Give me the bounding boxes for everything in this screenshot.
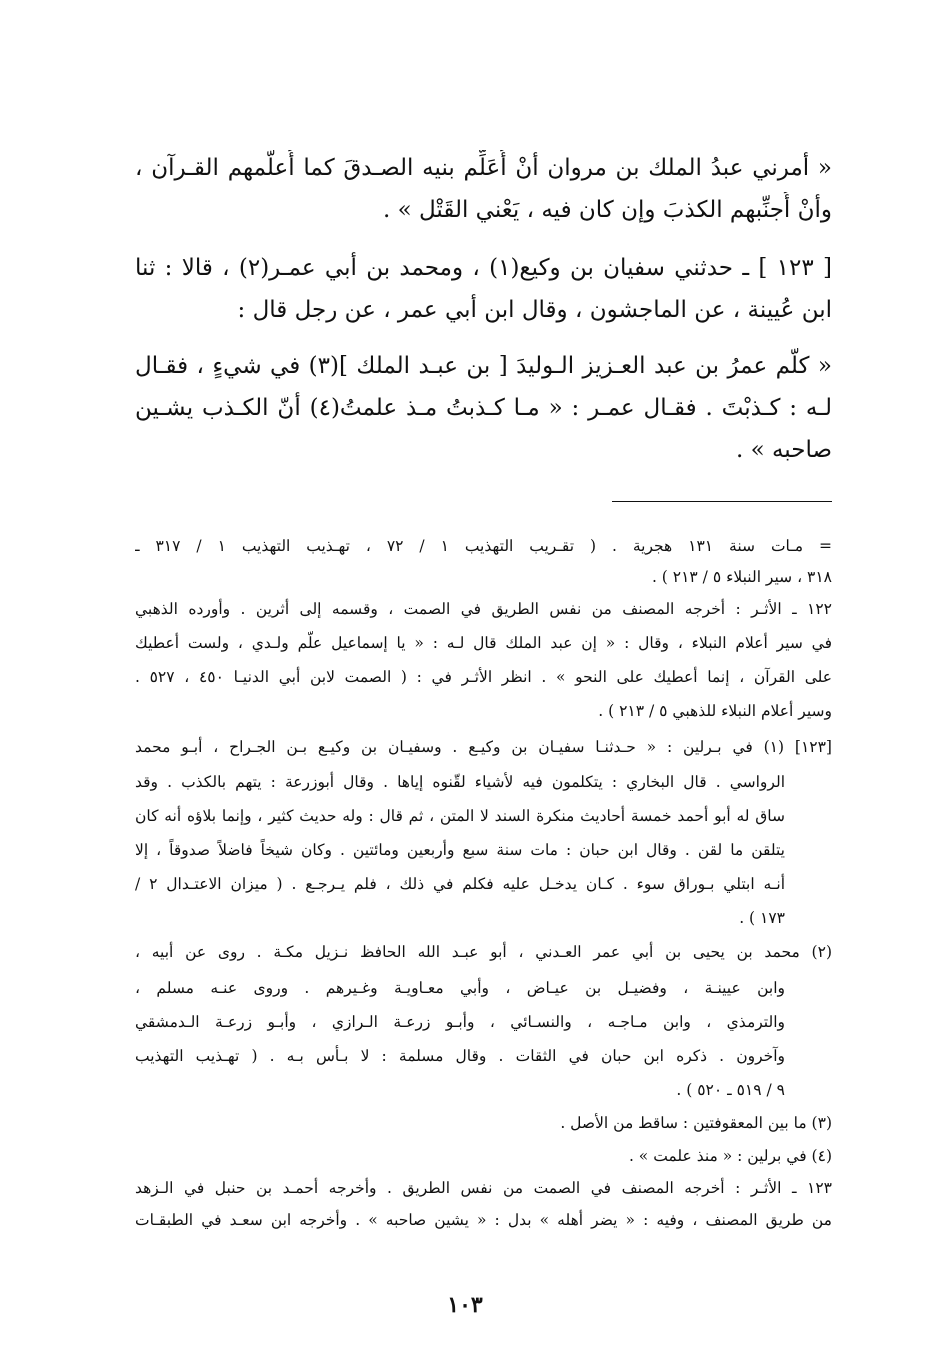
footnote-line: وآخرون . ذكره ابن حبان في الثقات . وقال مسلمة : لا بـأس بـه . ( تهـذيب التهذيب [135,1047,785,1065]
footnote-line: ٩ / ٥١٩ ـ ٥٢٠ ) . [676,1081,785,1099]
footnote-line: ١٢٣ ـ الأثـر : أخرجه المصنف في الصمت من نفس الطريق . وأخرجه أحمـد بن حنبل في الـزهد [135,1179,832,1197]
footnote-line: أنـه ابتلي بـوراق سوء . كـان يدخـل عليه فكلم في ذلك ، فلم يـرجـع . ( ميزان الاعتـدال ٢ / [135,875,785,893]
main-line: [ ١٢٣ ] ـ حدثني سفيان بن وكيع(١) ، ومحمد بن أبي عمـر(٢) ، قالا : ثنا [135,255,832,281]
main-line: لـه : كـذبْتَ . فقـال عمـر : « مـا كـذبتُ مـذ علمتُ(٤) أنّ الكـذب يشـين [135,395,832,421]
main-line: ابن عُيينة ، عن الماجشون ، وقال ابن أبي عمر ، عن رجل قال : [237,297,832,323]
footnote-line: من طريق المصنف ، وفيه : « يضر أهله » بدل : « يشين صاحبه » . وأخرجه ابن سعـد في الطبقـات [135,1211,832,1229]
footnote-line: ١٢٢ ـ الأثـر : أخرجه المصنف من نفس الطريق في الصمت ، وقسمه إلى أثرين . وأورده الذهبي [135,600,832,618]
footnote-line: يتلقن ما لقن . وقال ابن حبان : مات سنة سبع وأربعين ومائتين . وكان شيخاً فاضلاً صدوقاً ، إلا [135,841,785,859]
footnote-line: وابن عيينـة ، وفضيـل بن عيـاض ، وأبي معـاويـة وغـيرهم . وروى عنـه مسلم ، [135,979,785,997]
footnote-line: (٣) ما بين المعقوفتين : ساقط من الأصل . [560,1114,832,1132]
page-number: ١٠٣ [447,1292,483,1318]
footnote-line: وسير أعلام النبلاء للذهبي ٥ / ٢١٣ ) . [598,702,832,720]
main-line: وأنْ أُجنِّبهم الكذبَ وإن كان فيه ، يَعْني القَتْل » . [382,197,832,223]
footnote-line: (٢) محمد بن يحيى بن أبي عمر العـدني ، أبو عبـد الله الحافظ نـزيل مكـة . روى عن أبيه ، [135,943,832,961]
footnote-separator [612,501,832,502]
main-line: « كلّم عمرُ بن عبد العـزيز الـوليدَ [ بن عبـد الملك ](٣) في شيءٍ ، فقـال [135,353,832,379]
footnote-line: ساق له أبو أحمد خمسة أحاديث منكرة السند لا المتن ، ثم قال : وله حديث كثير ، وإنما بلاؤه أنه كان [135,807,785,825]
footnote-line: [١٢٣] (١) في بـرلين : « حـدثنـا سفيـان بن وكيـع . وسفيـان بن وكيـع بـن الجـراح ، أبـو محمد [135,738,832,756]
footnote-line: على القرآن ، إنما أعطيك على النحو » . انظر الأثـر في : ( الصمت لابن أبي الدنيـا ٤٥٠ ، ٥٢٧ . [135,668,832,686]
footnote-line: ١٧٣ ) . [739,909,785,927]
footnote-line: في سير أعلام النبلاء ، وقال : « إن عبد الملك قال لـه : « يا إسماعيل علّم ولـدي ، ولست أعطيك [135,634,832,652]
main-line: صاحبه » . [735,437,832,463]
main-line: « أمرني عبدُ الملك بن مروان أنْ أُعَلِّم بنيه الصـدقَ كما أُعلّمهم القـرآن ، [135,155,832,181]
footnote-line: والترمذي ، وابن مـاجـه ، والنسـائي ، وأبـو زرعـة الـرازي ، وأبـو زرعـة الـدمشقي [135,1013,785,1031]
footnote-line: = مـات سنة ١٣١ هجرية . ( تقـريب التهذيب ١ / ٧٢ ، تهـذيب التهذيب ١ / ٣١٧ ـ [135,537,832,555]
footnote-line: الرواسي . قال البخاري : يتكلمون فيه لأشياء لقّنوه إياها . وقال أبوزرعة : يتهم بالكذب . وقد [135,773,785,791]
footnote-line: (٤) في برلين : « منذ علمت » . [628,1147,832,1165]
footnote-line: ٣١٨ ، سير النبلاء ٥ / ٢١٣ ) . [651,568,832,586]
